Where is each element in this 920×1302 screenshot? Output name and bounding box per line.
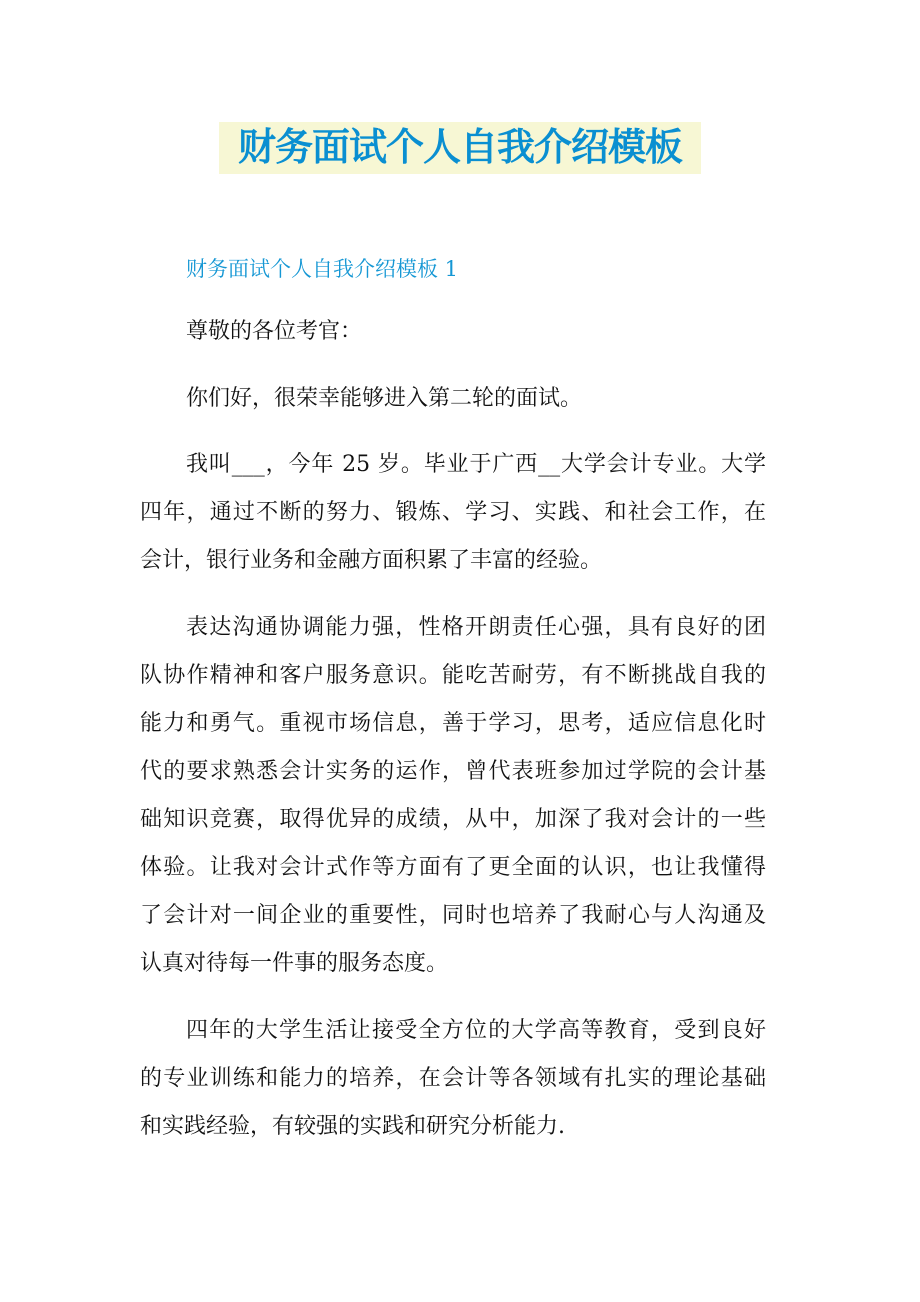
paragraph-line: 和实践经验，有较强的实践和研究分析能力. (140, 1114, 565, 1139)
section-title: 财务面试个人自我介绍模板 1 (186, 257, 459, 281)
paragraph-line: 我叫___，今年 25 岁。毕业于广西__大学会计专业。大学 (186, 452, 766, 477)
paragraph-line: 四年，通过不断的努力、锻炼、学习、实践、和社会工作，在 (140, 500, 766, 525)
paragraph-line: 础知识竞赛，取得优异的成绩，从中，加深了我对会计的一些 (140, 807, 766, 832)
document-title: 财务面试个人自我介绍模板 (237, 125, 682, 169)
paragraph-line: 体验。让我对会计式作等方面有了更全面的认识，也让我懂得 (140, 855, 766, 880)
paragraph-line: 会计，银行业务和金融方面积累了丰富的经验。 (140, 548, 603, 573)
paragraph-line: 能力和勇气。重视市场信息，善于学习，思考，适应信息化时 (140, 711, 766, 736)
paragraph-line: 代的要求熟悉会计实务的运作，曾代表班参加过学院的会计基 (140, 759, 766, 784)
opening-line: 你们好，很荣幸能够进入第二轮的面试。 (186, 386, 583, 411)
paragraph-line: 表达沟通协调能力强，性格开朗责任心强，具有良好的团 (186, 615, 766, 640)
paragraph-line: 的专业训练和能力的培养，在会计等各领域有扎实的理论基础 (140, 1066, 766, 1091)
paragraph-line: 认真对待每一件事的服务态度。 (140, 951, 449, 976)
paragraph-line: 四年的大学生活让接受全方位的大学高等教育，受到良好 (186, 1018, 766, 1043)
paragraph-line: 队协作精神和客户服务意识。能吃苦耐劳，有不断挑战自我的 (140, 663, 766, 688)
paragraph-line: 了会计对一间企业的重要性，同时也培养了我耐心与人沟通及 (140, 903, 766, 928)
greeting-line: 尊敬的各位考官： (186, 319, 363, 344)
